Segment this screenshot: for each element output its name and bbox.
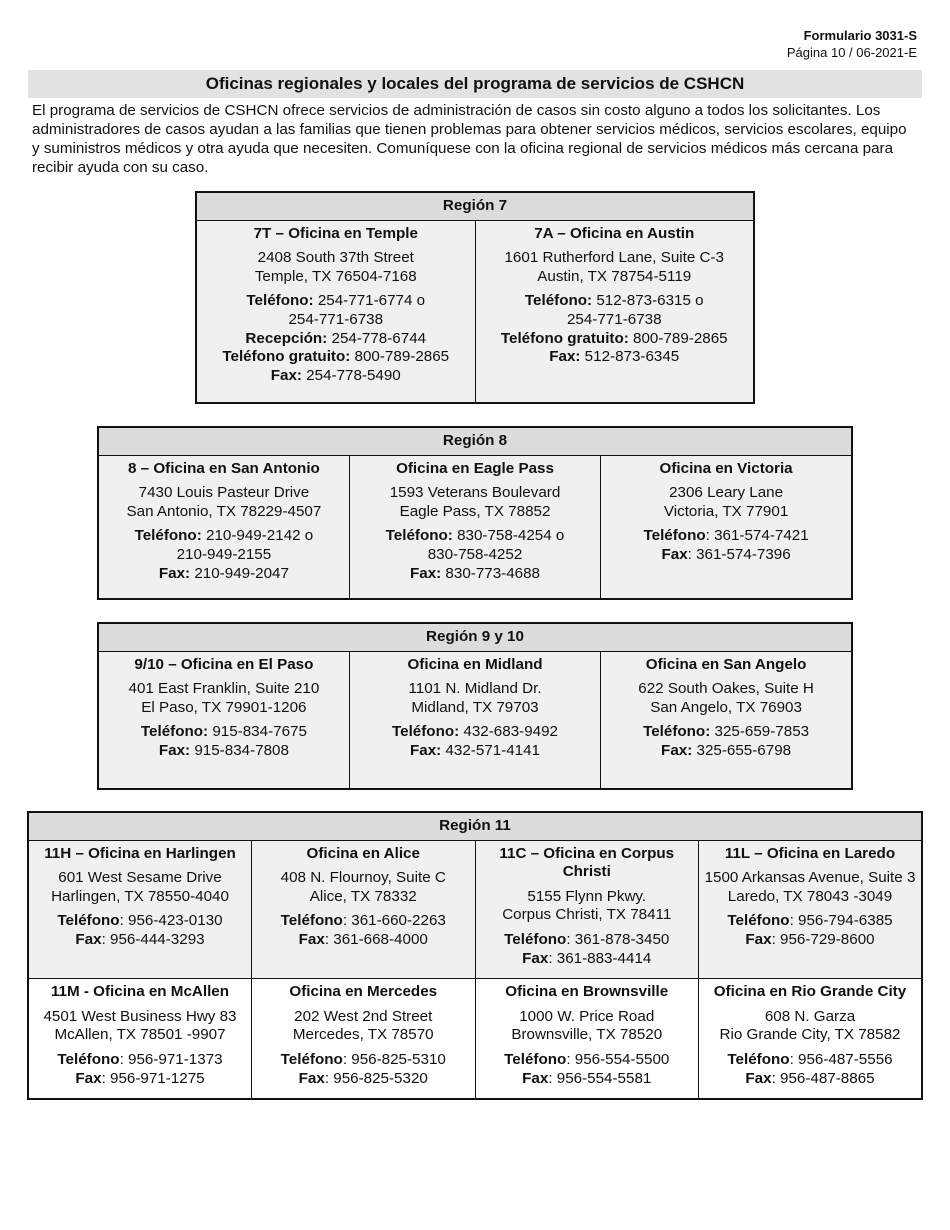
contact-value: : 956-487-5556 (789, 1051, 893, 1068)
office-address (255, 1008, 472, 1045)
address-line: Midland, TX 79703 (411, 698, 539, 716)
office-contacts (479, 1051, 696, 1088)
office-address (604, 484, 848, 521)
contact-line (353, 565, 597, 584)
region-title: Región 8 (98, 427, 852, 455)
contact-line (102, 527, 346, 546)
office-name: 8 – Oficina en San Antonio (127, 459, 320, 477)
contact-label: Teléfono gratuito: (500, 329, 629, 347)
contact-line (353, 527, 597, 546)
contact-label: Fax (522, 949, 549, 967)
contact-line (200, 330, 472, 349)
office-contacts (32, 912, 248, 949)
office-name: Oficina en Alice (306, 844, 420, 862)
contact-label: Teléfono (727, 912, 790, 930)
contact-label: Fax: (661, 741, 693, 759)
contact-label: Fax: (158, 741, 191, 759)
contact-line (479, 1051, 696, 1070)
office-cell (252, 979, 476, 1099)
contact-line (32, 931, 248, 950)
contact-value: 830-758-4252 (427, 545, 523, 563)
office-name: Oficina en Midland (407, 655, 543, 673)
office-cell (349, 455, 600, 599)
contact-line (479, 931, 696, 950)
address-line: 2306 Leary Lane (669, 484, 784, 502)
region-title: Región 11 (28, 812, 922, 840)
contact-line (353, 546, 597, 565)
region-8-table (97, 426, 853, 600)
address-line: 408 N. Flournoy, Suite C (280, 869, 446, 887)
address-line: 4501 West Business Hwy 83 (43, 1007, 237, 1025)
contact-line (255, 931, 472, 950)
office-cell (252, 840, 476, 979)
office-cell (28, 979, 252, 1099)
contact-line (702, 1070, 918, 1089)
address-line: Mercedes, TX 78570 (292, 1026, 434, 1044)
office-address (32, 1008, 248, 1045)
office-contacts (702, 1051, 918, 1088)
contact-line (32, 1070, 248, 1089)
contact-label: Fax: (270, 366, 302, 384)
office-contacts (353, 527, 597, 583)
contact-line (200, 292, 472, 311)
contact-line (604, 527, 848, 546)
contact-value: : 361-574-7421 (705, 527, 809, 545)
office-address (479, 1008, 696, 1045)
contact-line (702, 1051, 918, 1070)
office-cell (98, 651, 349, 789)
contact-value: 325-659-7853 (710, 723, 810, 741)
address-line: Austin, TX 78754-5119 (537, 267, 692, 285)
contact-value: 830-758-4254 o (452, 527, 565, 545)
contact-line (255, 1051, 472, 1070)
contact-label: Fax (522, 1069, 549, 1087)
office-name: Oficina en Rio Grande City (713, 983, 907, 1001)
office-contacts (702, 912, 918, 949)
office-contacts (479, 931, 696, 968)
contact-value: 800-789-2865 (628, 329, 728, 347)
address-line: 1593 Veterans Boulevard (389, 484, 561, 502)
contact-value: : 956-971-1373 (119, 1051, 223, 1068)
contact-value: 210-949-2155 (176, 545, 272, 563)
office-cell (601, 651, 852, 789)
office-cell (699, 979, 923, 1099)
contact-line (604, 723, 848, 742)
contact-value: 254-771-6738 (566, 310, 662, 328)
contact-label: Teléfono (504, 930, 567, 948)
contact-label: Teléfono (57, 1051, 120, 1068)
contact-value: : 956-554-5581 (548, 1069, 652, 1087)
contact-label: Fax (75, 930, 102, 948)
office-cell (601, 455, 852, 599)
contact-label: Teléfono (643, 527, 706, 545)
office-contacts (479, 292, 751, 366)
address-line: 1500 Arkansas Avenue, Suite 3 (704, 869, 916, 887)
contact-label: Teléfono: (391, 723, 460, 741)
office-name: Oficina en Eagle Pass (396, 459, 554, 477)
region-title: Región 7 (196, 192, 754, 220)
contact-label: Fax: (158, 564, 191, 582)
contact-label: Fax: (409, 741, 442, 759)
contact-line (353, 723, 597, 742)
contact-value: 210-949-2142 o (201, 527, 314, 545)
contact-label: Fax (298, 1069, 325, 1087)
contact-line (479, 348, 751, 367)
office-name: 11H – Oficina en Harlingen (44, 844, 236, 862)
office-name: Oficina en Victoria (659, 459, 793, 477)
contact-value: : 956-444-3293 (101, 930, 205, 948)
office-contacts (32, 1051, 248, 1088)
address-line: Brownsville, TX 78520 (511, 1026, 663, 1044)
contact-line (702, 912, 918, 931)
office-contacts (604, 723, 848, 760)
contact-label: Teléfono (504, 1051, 567, 1068)
address-line: McAllen, TX 78501 -9907 (54, 1026, 226, 1044)
contact-value: : 361-574-7396 (687, 545, 791, 563)
contact-label: Teléfono (280, 1051, 343, 1068)
office-address (702, 869, 918, 906)
contact-line (479, 950, 696, 969)
office-address (255, 869, 472, 906)
office-name: Oficina en San Angelo (645, 655, 807, 673)
address-line: Alice, TX 78332 (309, 887, 417, 905)
region-7-table (195, 191, 755, 404)
contact-label: Fax (661, 545, 688, 563)
office-contacts (102, 723, 346, 760)
office-cell (196, 220, 475, 403)
contact-line (479, 311, 751, 330)
contact-label: Teléfono: (643, 723, 711, 741)
contact-value: : 361-883-4414 (548, 949, 652, 967)
contact-value: : 956-729-8600 (771, 930, 875, 948)
contact-value: 254-771-6738 (288, 310, 384, 328)
address-line: 1000 W. Price Road (519, 1007, 655, 1025)
contact-line (255, 912, 472, 931)
office-address (353, 680, 597, 717)
address-line: 1601 Rutherford Lane, Suite C-3 (504, 249, 724, 267)
office-cell (475, 220, 754, 403)
address-line: Rio Grande City, TX 78582 (719, 1026, 901, 1044)
contact-label: Fax: (409, 564, 442, 582)
contact-label: Fax: (549, 348, 581, 366)
address-line: Harlingen, TX 78550-4040 (51, 887, 229, 905)
address-line: El Paso, TX 79901-1206 (141, 698, 307, 716)
contact-label: Teléfono: (140, 723, 209, 741)
address-line: 608 N. Garza (764, 1007, 856, 1025)
office-address (604, 680, 848, 717)
contact-line (702, 931, 918, 950)
office-address (702, 1008, 918, 1045)
contact-value: : 956-423-0130 (119, 912, 223, 930)
office-address (479, 888, 696, 925)
contact-label: Recepción: (245, 329, 328, 347)
office-name: 7T – Oficina en Temple (253, 224, 418, 242)
office-name: Oficina en Mercedes (289, 983, 438, 1001)
address-line: 5155 Flynn Pkwy. (527, 887, 647, 905)
contact-line (353, 742, 597, 761)
contact-label: Fax (298, 930, 325, 948)
contact-label: Fax (745, 1069, 772, 1087)
region-9-10-table (97, 622, 853, 790)
office-address (102, 680, 346, 717)
contact-value: 254-771-6774 o (313, 292, 426, 310)
office-cell (475, 979, 699, 1099)
office-address (353, 484, 597, 521)
office-address (200, 249, 472, 286)
contact-value: : 361-878-3450 (566, 930, 670, 948)
contact-value: 512-873-6345 (580, 348, 680, 366)
office-name: 9/10 – Oficina en El Paso (134, 655, 314, 673)
contact-line (200, 348, 472, 367)
contact-value: 512-873-6315 o (592, 292, 704, 310)
contact-line (200, 311, 472, 330)
contact-value: : 361-668-4000 (324, 930, 428, 948)
contact-line (102, 742, 346, 761)
office-name: Oficina en Brownsville (505, 983, 669, 1001)
contact-line (32, 912, 248, 931)
address-line: 622 South Oakes, Suite H (638, 680, 814, 698)
contact-line (604, 546, 848, 565)
form-number: Formulario 3031-S (803, 28, 917, 43)
office-contacts (255, 1051, 472, 1088)
address-line: Victoria, TX 77901 (663, 502, 789, 520)
region-11-table (27, 811, 923, 1100)
contact-label: Teléfono gratuito: (222, 348, 351, 366)
contact-line (255, 1070, 472, 1089)
contact-label: Teléfono (280, 912, 343, 930)
contact-value: 800-789-2865 (350, 348, 450, 366)
contact-value: : 956-825-5320 (324, 1069, 428, 1087)
contact-value: 325-655-6798 (692, 741, 792, 759)
office-address (32, 869, 248, 906)
contact-label: Teléfono: (246, 292, 314, 310)
intro-paragraph: El programa de servicios de CSHCN ofrece servicios de administración de casos sin costo alguno a todos los solicitantes. Los administradores de casos ayudan a las familias que tienen problemas para obtener servicios médicos, servicios escolares, equipo y suministros médicos y otra ayuda que necesiten. Comuníquese con la oficina regional de servicios médicos más cercana para recibir ayuda con su caso. (32, 102, 907, 176)
contact-line (102, 565, 346, 584)
contact-label: Fax (745, 930, 772, 948)
office-address (102, 484, 346, 521)
office-contacts (255, 912, 472, 949)
contact-line (604, 742, 848, 761)
address-line: 202 West 2nd Street (294, 1007, 433, 1025)
office-cell (98, 455, 349, 599)
contact-value: : 956-825-5310 (342, 1051, 446, 1068)
contact-line (479, 292, 751, 311)
contact-line (102, 723, 346, 742)
contact-label: Teléfono: (385, 527, 453, 545)
contact-value: 210-949-2047 (190, 564, 289, 582)
address-line: 401 East Franklin, Suite 210 (128, 680, 320, 698)
contact-value: 915-834-7675 (208, 723, 307, 741)
contact-line (479, 1070, 696, 1089)
office-contacts (102, 527, 346, 583)
contact-label: Teléfono: (524, 292, 593, 310)
address-line: 2408 South 37th Street (257, 249, 414, 267)
contact-line (479, 330, 751, 349)
region-title: Región 9 y 10 (98, 623, 852, 651)
contact-label: Fax (75, 1069, 102, 1087)
contact-label: Teléfono: (134, 527, 202, 545)
contact-value: 915-834-7808 (190, 741, 289, 759)
office-contacts (200, 292, 472, 385)
contact-value: : 956-794-6385 (789, 912, 893, 930)
contact-value: 254-778-6744 (327, 329, 427, 347)
address-line: Laredo, TX 78043 -3049 (727, 887, 893, 905)
office-contacts (604, 527, 848, 564)
address-line: 601 West Sesame Drive (58, 869, 222, 887)
office-address (479, 249, 751, 286)
address-line: 1101 N. Midland Dr. (408, 680, 542, 698)
contact-value: 830-773-4688 (441, 564, 541, 582)
address-line: Eagle Pass, TX 78852 (399, 502, 551, 520)
office-name: 11L – Oficina en Laredo (724, 844, 896, 862)
contact-label: Teléfono (727, 1051, 790, 1068)
address-line: Corpus Christi, TX 78411 (502, 906, 672, 924)
contact-line (200, 367, 472, 386)
address-line: San Antonio, TX 78229-4507 (126, 502, 322, 520)
office-contacts (353, 723, 597, 760)
address-line: 7430 Louis Pasteur Drive (138, 484, 310, 502)
office-cell (699, 840, 923, 979)
contact-line (32, 1051, 248, 1070)
office-cell (349, 651, 600, 789)
address-line: San Angelo, TX 76903 (650, 698, 802, 716)
contact-value: : 361-660-2263 (342, 912, 446, 930)
page-header (787, 27, 917, 61)
contact-value: : 956-554-5500 (566, 1051, 670, 1068)
office-name: 11C – Oficina en Corpus Christi (499, 844, 675, 881)
contact-value: : 956-487-8865 (771, 1069, 875, 1087)
contact-line (102, 546, 346, 565)
contact-value: : 956-971-1275 (101, 1069, 205, 1087)
page-title: Oficinas regionales y locales del programa de servicios de CSHCN (28, 70, 922, 98)
contact-label: Teléfono (57, 912, 120, 930)
office-cell (475, 840, 699, 979)
office-name: 7A – Oficina en Austin (534, 224, 695, 242)
address-line: Temple, TX 76504-7168 (254, 267, 417, 285)
contact-value: 254-778-5490 (301, 366, 401, 384)
contact-value: 432-683-9492 (459, 723, 558, 741)
office-cell (28, 840, 252, 979)
contact-value: 432-571-4141 (441, 741, 541, 759)
page-info: Página 10 / 06-2021-E (786, 45, 917, 60)
office-name: 11M - Oficina en McAllen (50, 983, 230, 1001)
